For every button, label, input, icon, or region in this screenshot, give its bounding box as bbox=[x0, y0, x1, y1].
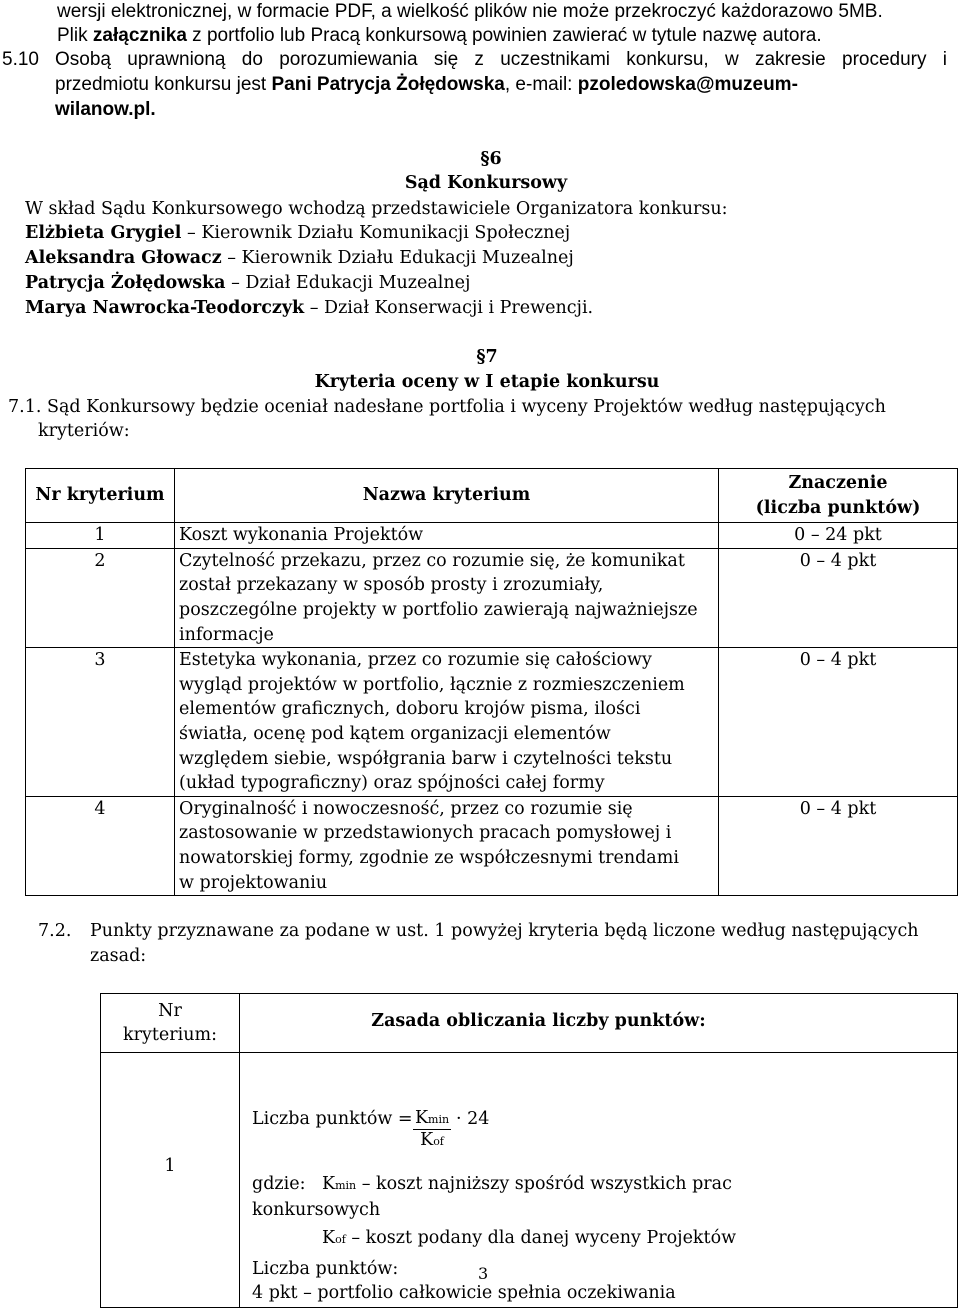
cell-points: 0 – 4 pkt bbox=[719, 796, 958, 895]
paragraph-line: zasad: bbox=[90, 946, 147, 966]
rules-table bbox=[100, 993, 958, 1308]
contact-email[interactable]: pzoledowska@muzeum- bbox=[577, 74, 798, 95]
table-row bbox=[101, 1053, 958, 1308]
where-label: gdzie: bbox=[252, 1174, 306, 1194]
paragraph-line: wersji elektronicznej, w formacie PDF, a wielkość plików nie może przekroczyć każdorazowo 5MB. bbox=[57, 1, 883, 22]
fraction-numerator: Kmin bbox=[414, 1108, 450, 1128]
table-row bbox=[26, 523, 958, 549]
cell-name: Oryginalność i nowoczesność, przez co rozumie się zastosowanie w przedstawionych pracach pomysłowej i nowatorskiej formy, zgodnie ze współczesnymi trendami w projektowaniu bbox=[175, 796, 719, 895]
table-row bbox=[26, 648, 958, 797]
formula-block bbox=[240, 1053, 957, 1307]
cell-name: Koszt wykonania Projektów bbox=[175, 523, 719, 549]
kmin-definition: Kmin – koszt najniższy spośród wszystkich prac bbox=[322, 1174, 732, 1194]
section-title: Kryteria oceny w I etapie konkursu bbox=[314, 372, 660, 392]
criteria-table bbox=[25, 468, 958, 896]
cell-name: Estetyka wykonania, przez co rozumie się całościowy wygląd projektów w portfolio, łącznie z rozmieszczeniem elementów graficznych, doboru krojów pisma, ilości światła, ocenę pod kątem organizacji elementów względem siebie, współgrania barw i czytelności tekstu (układ typograficzny) oraz spójności całej formy bbox=[175, 648, 719, 797]
paragraph-number: 7.2. bbox=[38, 921, 72, 941]
column-header-nr: Nr kryterium: bbox=[101, 994, 240, 1053]
cell-nr: 2 bbox=[26, 548, 175, 647]
cell-nr: 4 bbox=[26, 796, 175, 895]
member-line: Elżbieta Grygiel – Kierownik Działu Komunikacji Społecznej bbox=[25, 223, 571, 243]
table-header-row bbox=[26, 469, 958, 523]
cell-nr: 1 bbox=[26, 523, 175, 549]
paragraph-line: W skład Sądu Konkursowego wchodzą przedstawiciele Organizatora konkursu: bbox=[25, 199, 728, 219]
table-header-row bbox=[101, 994, 958, 1053]
page-number: 3 bbox=[478, 1264, 489, 1283]
paragraph-line: Plik załącznika z portfolio lub Pracą konkursową powinien zawierać w tytule nazwę autora. bbox=[57, 25, 822, 46]
formula-label: Liczba punktów = bbox=[252, 1109, 413, 1129]
member-line: Marya Nawrocka-Teodorczyk – Dział Konserwacji i Prewencji. bbox=[25, 298, 594, 318]
column-header-name: Nazwa kryterium bbox=[175, 469, 719, 523]
table-row bbox=[26, 796, 958, 895]
paragraph-line: Osobą uprawnioną do porozumiewania się z uczestnikami konkursu, w zakresie procedury i bbox=[55, 49, 947, 70]
cell-name: Czytelność przekazu, przez co rozumie się, że komunikat został przekazany w sposób prosty i zrozumiały, poszczególne projekty w portfolio zawierają najważniejsze informacje bbox=[175, 548, 719, 647]
cell-points: 0 – 4 pkt bbox=[719, 648, 958, 797]
points-label: Liczba punktów: bbox=[252, 1259, 399, 1279]
points-description: 4 pkt – portfolio całkowicie spełnia oczekiwania bbox=[252, 1283, 676, 1303]
member-line: Patrycja Żołędowska – Dział Edukacji Muzealnej bbox=[25, 273, 471, 293]
paragraph-number: 5.10 bbox=[2, 49, 39, 70]
kmin-definition-cont: konkursowych bbox=[252, 1200, 381, 1220]
cell-formula bbox=[240, 1053, 958, 1308]
section-number: §6 bbox=[480, 149, 502, 169]
table-row bbox=[26, 548, 958, 647]
column-header-rule: Zasada obliczania liczby punktów: bbox=[240, 994, 958, 1053]
paragraph-line: 7.1. Sąd Konkursowy będzie oceniał nadesłane portfolia i wyceny Projektów według następujących bbox=[8, 397, 886, 417]
column-header-points: Znaczenie (liczba punktów) bbox=[719, 469, 958, 523]
paragraph-5-10 bbox=[2, 48, 39, 72]
section-title: Sąd Konkursowy bbox=[404, 173, 568, 193]
member-line: Aleksandra Głowacz – Kierownik Działu Edukacji Muzealnej bbox=[25, 248, 574, 268]
contact-email-cont[interactable]: wilanow.pl. bbox=[55, 99, 156, 120]
fraction-denominator: Kof bbox=[420, 1130, 444, 1150]
column-header-nr: Nr kryterium bbox=[26, 469, 175, 523]
kof-definition: Kof – koszt podany dla danej wyceny Projektów bbox=[322, 1228, 737, 1248]
cell-points: 0 – 24 pkt bbox=[719, 523, 958, 549]
paragraph-line: przedmiotu konkursu jest Pani Patrycja Żołędowska, e-mail: pzoledowska@muzeum- bbox=[55, 74, 798, 95]
cell-nr: 1 bbox=[101, 1053, 240, 1308]
paragraph-line: Punkty przyznawane za podane w ust. 1 powyżej kryteria będą liczone według następujących bbox=[90, 921, 919, 941]
paragraph-line: kryteriów: bbox=[38, 421, 130, 441]
cell-nr: 3 bbox=[26, 648, 175, 797]
bold-text: załącznika bbox=[92, 25, 187, 46]
cell-points: 0 – 4 pkt bbox=[719, 548, 958, 647]
paragraph-line bbox=[55, 98, 156, 122]
section-number: §7 bbox=[476, 347, 498, 367]
contact-name: Pani Patrycja Żołędowska bbox=[271, 74, 505, 95]
fraction bbox=[413, 1108, 451, 1150]
formula-multiplier: · 24 bbox=[456, 1109, 490, 1129]
